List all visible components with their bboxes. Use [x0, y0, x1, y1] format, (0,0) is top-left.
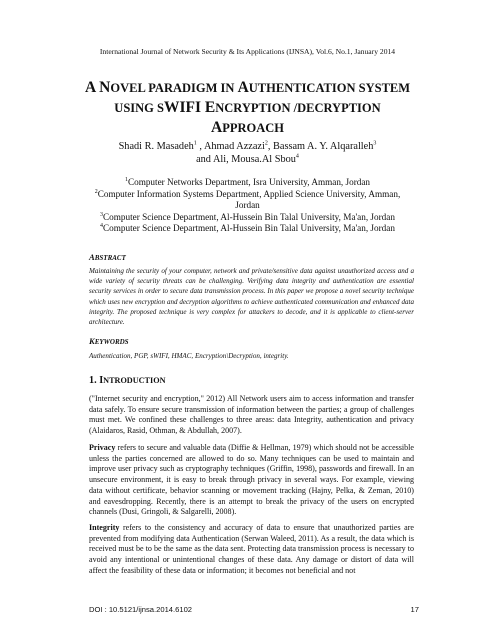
affiliation-1: $^1$Computer Networks Department, Isra University, Amman, Jordan	[124, 176, 371, 187]
author-list: Shadi R. Masadeh$^1$ , Ahmad Azzazi$^2$, Bassam A. Y. Alqaralleh$^3$ and Ali, Mousa.Al Sbou$^4$	[118, 140, 377, 165]
affiliation-4: $^4$Computer Science Department, Al-Hussein Bin Talal University, Ma'an, Jordan	[100, 223, 395, 234]
intro-paragraph-privacy: Privacy refers to secure and valuable data (Diffie & Hellman, 1979) which should not be accessible unless the parties concerned are allowed to do so. Many techniques can be used to maintain and improve user privacy such as cryptography techniques (Griffin, 1998), passwords and firewall. In an unsecure environment, it is easy to break through privacy in several ways. For example, viewing data without certificate, behavior scanning or movement tracking (Hajny, Pelka, & Zeman, 2010) and eavesdropping. Recently, there is an attempt to break the privacy of the users on encrypted channels (Dusi, Gringoli, & Salgarelli, 2008).	[89, 443, 414, 517]
affiliation-2: $^2$Computer Information Systems Department, Applied Science University, Amman,	[94, 188, 401, 199]
abstract-heading: ABSTRACT	[89, 252, 126, 262]
keywords-text: Authentication, PGP, sWIFI, HMAC, Encryption\Decryption, integrity.	[89, 352, 289, 360]
journal-header: International Journal of Network Security & Its Applications (IJNSA), Vol.6, No.1, January 2014	[99, 47, 396, 56]
intro-paragraph-1: ("Internet security and encryption," 2012) All Network users aim to access information and transfer data safely. To ensure secure transmission of information between the parties; a group of challenges must met. We confined these challenges to three areas: data Integrity, authentication and privacy (Alaidaros, Rasid, Othman, & Abdullah, 2007).	[89, 394, 414, 436]
title-line-3: APPROACH	[210, 119, 284, 136]
section-heading-introduction: 1. INTRODUCTION	[89, 375, 166, 386]
affiliation-list	[40, 177, 455, 235]
paper-title	[50, 78, 445, 138]
affiliation-3: $^3$Computer Science Department, Al-Hussein Bin Talal University, Ma'an, Jordan	[100, 211, 395, 222]
keywords-heading: KEYWORDS	[89, 336, 129, 346]
page-number: 17	[410, 605, 419, 614]
doi-text: DOI : 10.5121/ijnsa.2014.6102	[89, 605, 193, 614]
affiliation-2-cont: Jordan	[235, 200, 260, 211]
intro-paragraph-integrity: Integrity refers to the consistency and accuracy of data to ensure that unauthorized parties are prevented from modifying data Authentication (Serwan Waleed, 2011). As a result, the data which is received must be to be the same as the data sent. Protecting data transmission process is necessary to avoid any intentional or unintentional changes of these data. Any damage or distort of data will affect the feasibility of these data or information; it becomes not beneficial and not	[89, 523, 414, 575]
title-line-1: A NOVEL PARADIGM IN AUTHENTICATION SYSTEM	[84, 79, 411, 96]
title-line-2: USING SWIFI ENCRYPTION /DECRYPTION	[114, 99, 381, 116]
abstract-text: Maintaining the security of your computer, network and private/sensitive data against unauthorized access and a wide variety of security threats can be challenging. Verifying data integrity and authentication are essential security services in order to secure data transmission process. In this paper we propose a novel security technique which uses new encryption and decryption algorithms to achieve authenticated communication and enhanced data integrity. The proposed technique is very complex for attackers to decode, and it is applicable to client-server architecture.	[89, 267, 414, 327]
